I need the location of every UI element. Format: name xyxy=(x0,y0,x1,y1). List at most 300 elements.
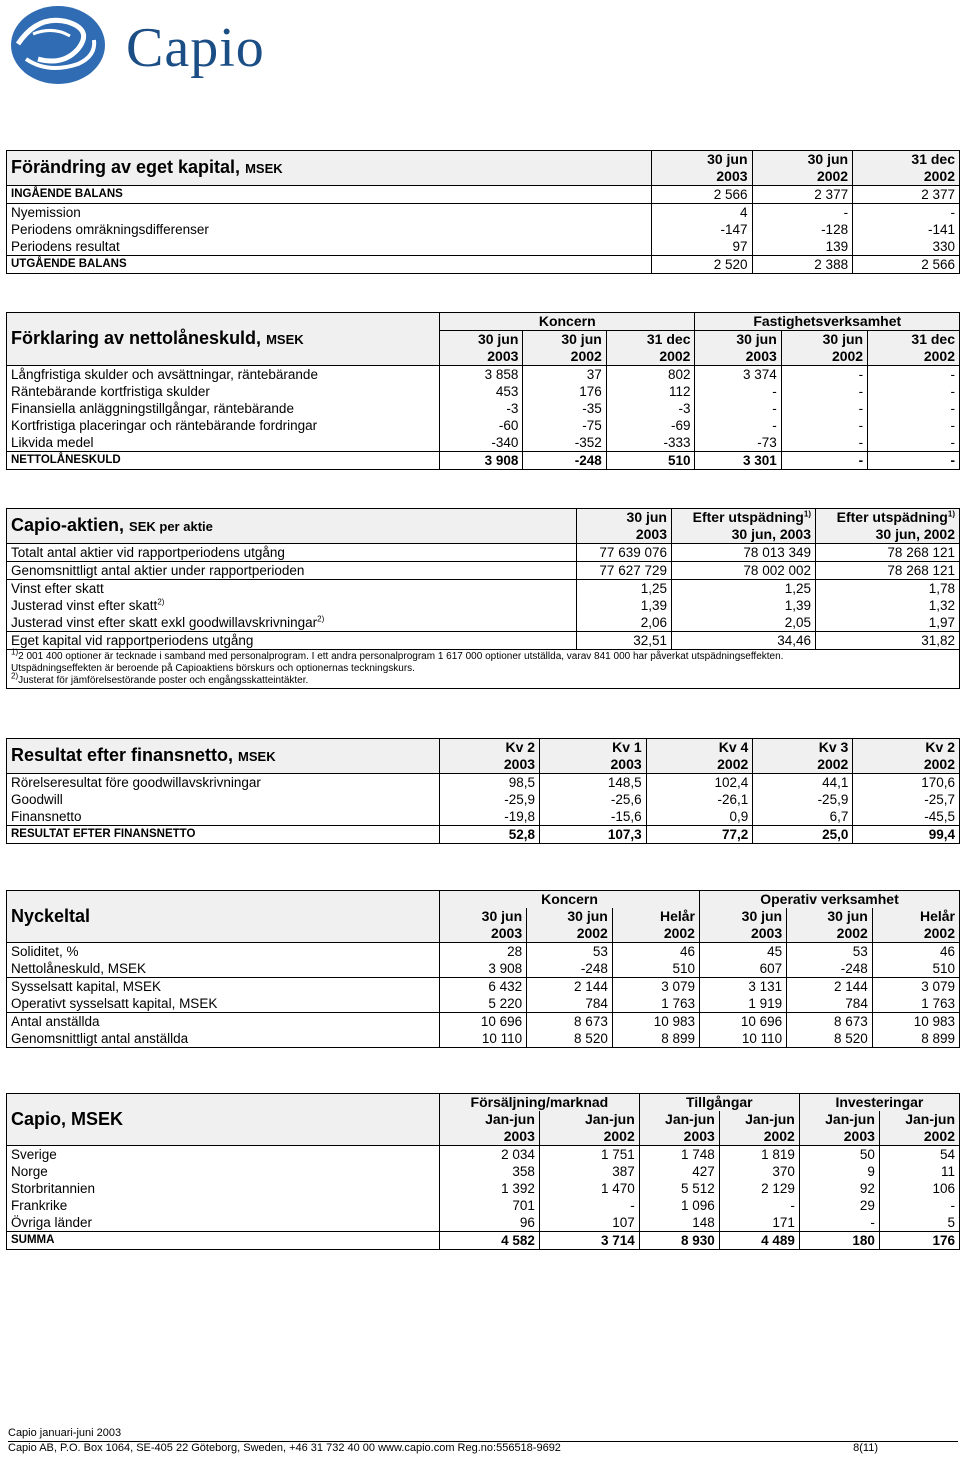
value-cell: 1,32 xyxy=(816,597,960,614)
table-row xyxy=(7,1013,960,1031)
row-label xyxy=(7,366,440,384)
col-head-year: 2002 xyxy=(787,925,873,943)
value-cell: 44,1 xyxy=(753,774,853,792)
value-cell: 6,7 xyxy=(753,808,853,826)
value-cell: 9 xyxy=(799,1163,879,1180)
head-row xyxy=(7,739,960,757)
value-cell: 784 xyxy=(787,995,873,1013)
value-cell: 3 079 xyxy=(612,978,699,996)
col-head: Kv 1 xyxy=(540,739,647,757)
row-label xyxy=(7,1030,440,1048)
value-cell: 1,97 xyxy=(816,614,960,632)
value-cell: 1 748 xyxy=(639,1146,719,1164)
col-head: Kv 2 xyxy=(853,739,960,757)
value-cell: 1,39 xyxy=(577,597,672,614)
value-cell: 8 899 xyxy=(612,1030,699,1048)
row-label xyxy=(7,995,440,1013)
group-koncern: Koncern xyxy=(440,313,695,331)
row-label-text: Norge xyxy=(11,1164,48,1179)
share-table xyxy=(6,508,960,689)
col-head: 30 jun xyxy=(787,908,873,925)
table-row xyxy=(7,256,960,274)
col-head-year: 2002 xyxy=(753,756,853,774)
col-head: 30 jun xyxy=(527,908,613,925)
value-cell: 8 673 xyxy=(527,1013,613,1031)
value-cell: 510 xyxy=(872,960,959,978)
table-row xyxy=(7,238,960,256)
keyfig-section xyxy=(6,890,960,1048)
value-cell: -73 xyxy=(695,434,781,452)
value-cell: 358 xyxy=(440,1163,540,1180)
table-row xyxy=(7,204,960,222)
footer-rule xyxy=(8,1441,958,1442)
value-cell: 92 xyxy=(799,1180,879,1197)
table-row xyxy=(7,1030,960,1048)
table-row xyxy=(7,774,960,792)
col-head: 30 jun xyxy=(781,331,867,349)
value-cell: 32,51 xyxy=(577,632,672,650)
value-cell: -19,8 xyxy=(440,808,540,826)
netdebt-section xyxy=(6,312,960,470)
value-cell: 5 512 xyxy=(639,1180,719,1197)
col-head-year: 2002 xyxy=(872,925,959,943)
value-cell: 3 858 xyxy=(440,366,523,384)
col-head-year: 2002 xyxy=(539,1128,639,1146)
row-label-text: Sverige xyxy=(11,1147,57,1162)
table-row xyxy=(7,978,960,996)
col-head: Jan-jun xyxy=(639,1111,719,1128)
equity-title: Förändring av eget kapital, MSEK xyxy=(7,151,652,186)
value-cell: 97 xyxy=(652,238,753,256)
geo-title: Capio, MSEK xyxy=(7,1094,440,1146)
value-cell: 171 xyxy=(719,1214,799,1232)
col-head: Jan-jun xyxy=(539,1111,639,1128)
table-row xyxy=(7,417,960,434)
geo-table xyxy=(6,1093,960,1250)
value-cell: -340 xyxy=(440,434,523,452)
group-assets: Tillgångar xyxy=(639,1094,799,1112)
row-label-text: Justerad vinst efter skatt xyxy=(11,598,158,613)
row-label-text: RESULTAT EFTER FINANSNETTO xyxy=(11,828,196,840)
value-cell: 46 xyxy=(872,943,959,961)
col-head-year: 2002 xyxy=(523,348,606,366)
table-row xyxy=(7,1180,960,1197)
row-label xyxy=(7,1163,440,1180)
row-label xyxy=(7,791,440,808)
col-head: 31 dec xyxy=(606,331,695,349)
footnote-1: $^{1)}$2 001 400 optioner är tecknade i samband med personalprogram. I ett andra personalprogram 1 617 000 optioner utställda, varav 841 000 har påverkat utspädningseffekten. xyxy=(11,647,784,662)
value-cell: 1 096 xyxy=(639,1197,719,1214)
result-title: Resultat efter finansnetto, MSEK xyxy=(7,739,440,774)
value-cell: 28 xyxy=(440,943,527,961)
footnote-1b: Utspädningseffekten är beroende på Capioaktiens börskurs och optionernas teckningskurs. xyxy=(11,663,415,674)
value-cell: 4 489 xyxy=(719,1232,799,1250)
row-label xyxy=(7,186,652,204)
row-label-text: Frankrike xyxy=(11,1198,68,1213)
row-label-text: Finansiella anläggningstillgångar, räntebärande xyxy=(11,401,294,416)
value-cell: 1,39 xyxy=(672,597,816,614)
footer-address: Capio AB, P.O. Box 1064, SE-405 22 Göteborg, Sweden, +46 31 732 40 00 www.capio.com Reg.no:556518-9692 8(11) xyxy=(8,1442,878,1454)
col-head-year: 2003 xyxy=(440,925,527,943)
col-head: Jan-jun xyxy=(440,1111,540,1128)
netdebt-table xyxy=(6,312,960,470)
value-cell: -147 xyxy=(652,221,753,238)
row-label-text: Genomsnittligt antal anställda xyxy=(11,1031,189,1046)
col-head-year: 2002 xyxy=(646,756,753,774)
row-label-text: UTGÅENDE BALANS xyxy=(11,258,127,270)
value-cell: - xyxy=(868,400,960,417)
value-cell: 6 432 xyxy=(440,978,527,996)
value-cell: 45 xyxy=(699,943,786,961)
value-cell: 3 908 xyxy=(440,960,527,978)
value-cell: 102,4 xyxy=(646,774,753,792)
row-label-text: Vinst efter skatt xyxy=(11,581,104,596)
value-cell: -25,9 xyxy=(440,791,540,808)
col-head: 30 jun xyxy=(577,509,672,527)
table-row xyxy=(7,808,960,826)
col-head: 30 jun xyxy=(752,151,853,169)
value-cell: 107 xyxy=(539,1214,639,1232)
value-cell: 1 470 xyxy=(539,1180,639,1197)
row-label-text: SUMMA xyxy=(11,1234,55,1246)
footer-period: Capio januari-juni 2003 xyxy=(8,1427,122,1439)
row-label-text: Periodens omräkningsdifferenser xyxy=(11,222,209,237)
col-head-year: 2002 xyxy=(606,348,695,366)
col-head: Jan-jun xyxy=(879,1111,959,1128)
value-cell: -26,1 xyxy=(646,791,753,808)
value-cell: 387 xyxy=(539,1163,639,1180)
row-label-text: Genomsnittligt antal aktier under rapportperioden xyxy=(11,563,305,578)
footnote-2: $^{2)}$Justerat för jämförelsestörande poster och engångsskatteintäkter. xyxy=(11,671,309,686)
value-cell: -25,7 xyxy=(853,791,960,808)
value-cell: - xyxy=(719,1197,799,1214)
value-cell: - xyxy=(695,400,781,417)
row-label-text: Antal anställda xyxy=(11,1014,100,1029)
row-label-text: Soliditet, % xyxy=(11,944,79,959)
col-head-year: 2003 xyxy=(540,756,647,774)
table-row xyxy=(7,544,960,562)
col-head-year: 2002 xyxy=(853,168,960,186)
keyfig-rows xyxy=(7,943,960,1048)
table-row xyxy=(7,383,960,400)
value-cell: 10 983 xyxy=(872,1013,959,1031)
group-fastighet: Fastighetsverksamhet xyxy=(695,313,960,331)
value-cell: -45,5 xyxy=(853,808,960,826)
value-cell: -15,6 xyxy=(540,808,647,826)
row-label xyxy=(7,943,440,961)
value-cell: 99,4 xyxy=(853,826,960,844)
value-cell: 5 220 xyxy=(440,995,527,1013)
value-cell: 53 xyxy=(527,943,613,961)
row-label xyxy=(7,400,440,417)
row-label-text: Finansnetto xyxy=(11,809,82,824)
value-cell: 2,06 xyxy=(577,614,672,632)
value-cell: 176 xyxy=(523,383,606,400)
total-row xyxy=(7,452,960,470)
table-row xyxy=(7,580,960,598)
geo-section xyxy=(6,1093,960,1250)
value-cell: 29 xyxy=(799,1197,879,1214)
value-cell: 330 xyxy=(853,238,960,256)
row-label xyxy=(7,1232,440,1250)
row-label-text: Goodwill xyxy=(11,792,63,807)
value-cell: 37 xyxy=(523,366,606,384)
value-cell: - xyxy=(781,400,867,417)
value-cell: 77 627 729 xyxy=(577,562,672,580)
value-cell: 1 763 xyxy=(612,995,699,1013)
value-cell: 78 002 002 xyxy=(672,562,816,580)
table-row xyxy=(7,1214,960,1232)
col-head-year: 2003 xyxy=(799,1128,879,1146)
footnote-ref: 2) xyxy=(317,614,325,624)
value-cell: - xyxy=(695,383,781,400)
result-rows xyxy=(7,774,960,844)
row-label xyxy=(7,221,652,238)
capio-logo xyxy=(8,4,265,86)
value-cell: - xyxy=(781,434,867,452)
netdebt-title: Förklaring av nettolåneskuld, MSEK xyxy=(7,313,440,366)
share-rows xyxy=(7,544,960,650)
row-label-text: Nettolåneskuld, MSEK xyxy=(11,961,147,976)
value-cell: 2 144 xyxy=(787,978,873,996)
value-cell: 4 582 xyxy=(440,1232,540,1250)
row-label xyxy=(7,960,440,978)
value-cell: 2 566 xyxy=(853,256,960,274)
value-cell: 2 377 xyxy=(752,186,853,204)
value-cell: - xyxy=(799,1214,879,1232)
value-cell: 1,25 xyxy=(672,580,816,598)
row-label xyxy=(7,978,440,996)
value-cell: - xyxy=(853,204,960,222)
value-cell: 1 751 xyxy=(539,1146,639,1164)
row-label xyxy=(7,544,577,562)
value-cell: -128 xyxy=(752,221,853,238)
value-cell: - xyxy=(868,366,960,384)
row-label-text: Räntebärande kortfristiga skulder xyxy=(11,384,210,399)
value-cell: 802 xyxy=(606,366,695,384)
table-row xyxy=(7,995,960,1013)
value-cell: 8 520 xyxy=(527,1030,613,1048)
col-head: 30 jun xyxy=(523,331,606,349)
logo-wordmark: Capio xyxy=(126,17,265,79)
value-cell: 78 268 121 xyxy=(816,562,960,580)
row-label xyxy=(7,614,577,632)
value-cell: 2 377 xyxy=(853,186,960,204)
value-cell: 77,2 xyxy=(646,826,753,844)
row-label xyxy=(7,562,577,580)
value-cell: 180 xyxy=(799,1232,879,1250)
row-label-text: Övriga länder xyxy=(11,1215,93,1230)
col-head-year: 2002 xyxy=(879,1128,959,1146)
value-cell: 370 xyxy=(719,1163,799,1180)
value-cell: 3 908 xyxy=(440,452,523,470)
value-cell: 112 xyxy=(606,383,695,400)
table-row xyxy=(7,960,960,978)
row-label-text: Storbritannien xyxy=(11,1181,96,1196)
col-head: Helår xyxy=(612,908,699,925)
col-head-year: 2003 xyxy=(440,756,540,774)
total-row xyxy=(7,826,960,844)
row-label-text: Långfristiga skulder och avsättningar, räntebärande xyxy=(11,367,318,382)
value-cell: 8 899 xyxy=(872,1030,959,1048)
value-cell: 98,5 xyxy=(440,774,540,792)
table-row xyxy=(7,400,960,417)
value-cell: -333 xyxy=(606,434,695,452)
col-head: 30 jun xyxy=(695,331,781,349)
table-row xyxy=(7,1197,960,1214)
value-cell: 5 xyxy=(879,1214,959,1232)
row-label xyxy=(7,1214,440,1232)
value-cell: -25,6 xyxy=(540,791,647,808)
row-label-text: Periodens resultat xyxy=(11,239,120,254)
col-head-year: 30 jun, 2002 xyxy=(816,526,960,544)
value-cell: 2 144 xyxy=(527,978,613,996)
table-row xyxy=(7,943,960,961)
row-label xyxy=(7,383,440,400)
share-footnotes xyxy=(7,647,960,689)
row-label xyxy=(7,774,440,792)
value-cell: 10 696 xyxy=(699,1013,786,1031)
row-label xyxy=(7,580,577,598)
row-label-text: Eget kapital vid rapportperiodens utgång xyxy=(11,633,254,648)
equity-section xyxy=(6,150,960,274)
table-row xyxy=(7,614,960,632)
row-label-text: Justerad vinst efter skatt exkl goodwillavskrivningar xyxy=(11,615,318,630)
value-cell: 25,0 xyxy=(753,826,853,844)
netdebt-rows xyxy=(7,366,960,470)
value-cell: 510 xyxy=(606,452,695,470)
value-cell: 2 388 xyxy=(752,256,853,274)
value-cell: 106 xyxy=(879,1180,959,1197)
col-head-year: 2002 xyxy=(752,168,853,186)
table-row xyxy=(7,632,960,650)
value-cell: - xyxy=(868,452,960,470)
col-head: Kv 3 xyxy=(753,739,853,757)
page-number: 8(11) xyxy=(853,1442,878,1454)
value-cell: -75 xyxy=(523,417,606,434)
value-cell: 3 714 xyxy=(539,1232,639,1250)
col-head-year: 2002 xyxy=(612,925,699,943)
row-label xyxy=(7,808,440,826)
value-cell: - xyxy=(781,366,867,384)
value-cell: -141 xyxy=(853,221,960,238)
col-head: 30 jun xyxy=(652,151,753,169)
keyfig-title: Nyckeltal xyxy=(7,891,440,943)
value-cell: 10 983 xyxy=(612,1013,699,1031)
value-cell: 3 301 xyxy=(695,452,781,470)
table-row xyxy=(7,366,960,384)
value-cell: 607 xyxy=(699,960,786,978)
value-cell: 176 xyxy=(879,1232,959,1250)
value-cell: 46 xyxy=(612,943,699,961)
result-section xyxy=(6,738,960,844)
value-cell: 8 673 xyxy=(787,1013,873,1031)
value-cell: - xyxy=(752,204,853,222)
col-head-year: 2003 xyxy=(440,348,523,366)
capio-logo-icon xyxy=(8,4,108,86)
row-label-text: Totalt antal aktier vid rapportperiodens utgång xyxy=(11,545,285,560)
table-row xyxy=(7,597,960,614)
col-head-year: 2003 xyxy=(652,168,753,186)
row-label xyxy=(7,1197,440,1214)
row-label-text: Kortfristiga placeringar och räntebärande fordringar xyxy=(11,418,318,433)
share-section xyxy=(6,508,960,689)
value-cell: - xyxy=(879,1197,959,1214)
row-label-text: Nyemission xyxy=(11,205,81,220)
value-cell: 453 xyxy=(440,383,523,400)
value-cell: 1,25 xyxy=(577,580,672,598)
col-head: 31 dec xyxy=(853,151,960,169)
geo-rows xyxy=(7,1146,960,1250)
value-cell: 1 919 xyxy=(699,995,786,1013)
value-cell: -248 xyxy=(787,960,873,978)
value-cell: 11 xyxy=(879,1163,959,1180)
row-label xyxy=(7,452,440,470)
row-label xyxy=(7,204,652,222)
col-head: 31 dec xyxy=(868,331,960,349)
row-label-text: Likvida medel xyxy=(11,435,94,450)
equity-table xyxy=(6,150,960,274)
col-head: Kv 2 xyxy=(440,739,540,757)
value-cell: -35 xyxy=(523,400,606,417)
row-label xyxy=(7,1146,440,1164)
row-label xyxy=(7,1013,440,1031)
value-cell: - xyxy=(539,1197,639,1214)
value-cell: 8 930 xyxy=(639,1232,719,1250)
col-head-year: 2002 xyxy=(719,1128,799,1146)
value-cell: 2 520 xyxy=(652,256,753,274)
value-cell: 3 131 xyxy=(699,978,786,996)
value-cell: -248 xyxy=(527,960,613,978)
equity-rows xyxy=(7,186,960,274)
col-head-year: 2002 xyxy=(527,925,613,943)
value-cell: 10 696 xyxy=(440,1013,527,1031)
col-head: Jan-jun xyxy=(799,1111,879,1128)
value-cell: 2 566 xyxy=(652,186,753,204)
col-head-year: 2003 xyxy=(695,348,781,366)
value-cell: -25,9 xyxy=(753,791,853,808)
value-cell: 148,5 xyxy=(540,774,647,792)
value-cell: - xyxy=(781,383,867,400)
col-head: Jan-jun xyxy=(719,1111,799,1128)
row-label xyxy=(7,632,577,650)
value-cell: - xyxy=(695,417,781,434)
value-cell: 2 034 xyxy=(440,1146,540,1164)
value-cell: 1 763 xyxy=(872,995,959,1013)
value-cell: -352 xyxy=(523,434,606,452)
value-cell: 510 xyxy=(612,960,699,978)
col-head-year: 2002 xyxy=(853,756,960,774)
value-cell: 50 xyxy=(799,1146,879,1164)
value-cell: 8 520 xyxy=(787,1030,873,1048)
row-label-text: NETTOLÅNESKULD xyxy=(11,454,121,466)
col-head-year: 2003 xyxy=(440,1128,540,1146)
table-row xyxy=(7,562,960,580)
value-cell: - xyxy=(868,434,960,452)
result-table xyxy=(6,738,960,844)
col-head-year: 30 jun, 2003 xyxy=(672,526,816,544)
row-label xyxy=(7,597,577,614)
value-cell: -3 xyxy=(440,400,523,417)
share-title: Capio-aktien, SEK per aktie xyxy=(7,509,577,544)
col-head-year: 2003 xyxy=(639,1128,719,1146)
value-cell: 10 110 xyxy=(699,1030,786,1048)
value-cell: -3 xyxy=(606,400,695,417)
col-head: Efter utspädning$^{1)}$ xyxy=(816,509,960,527)
table-row xyxy=(7,221,960,238)
value-cell: 77 639 076 xyxy=(577,544,672,562)
col-head: Helår xyxy=(872,908,959,925)
